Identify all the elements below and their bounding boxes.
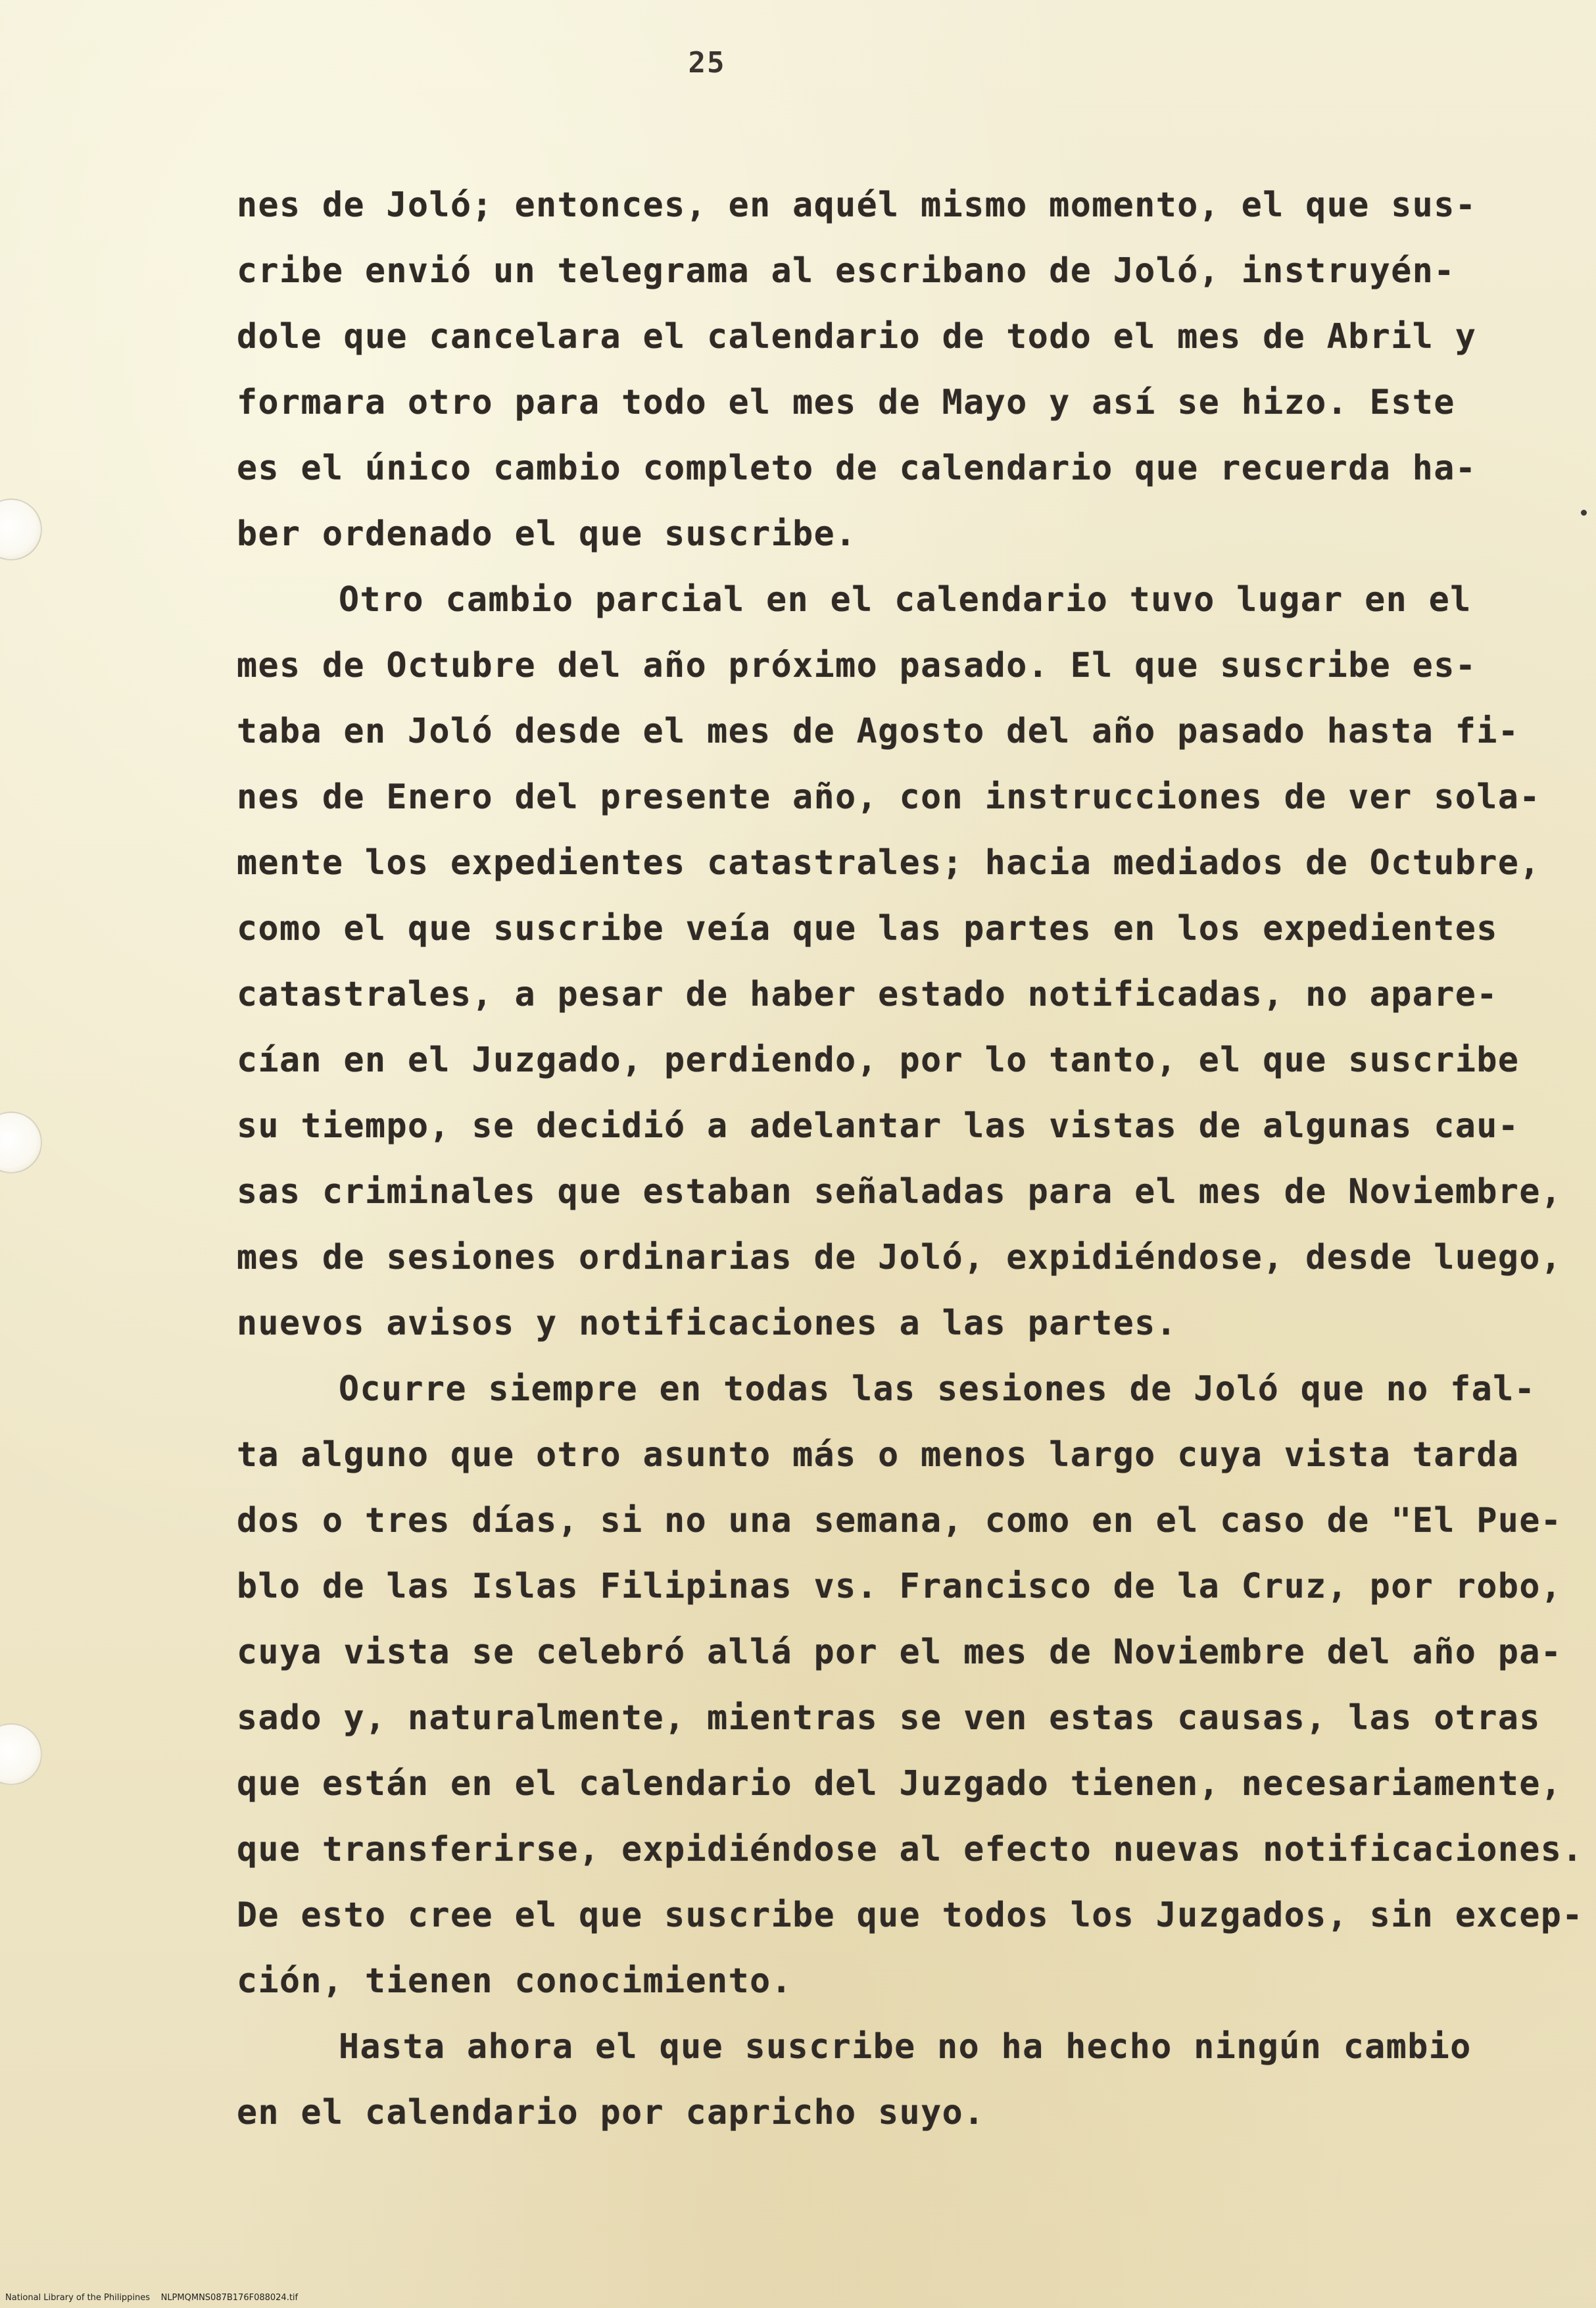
text-line: Hasta ahora el que suscribe no ha hecho ningún cambio [339,2027,1472,2067]
text-line: mes de sesiones ordinarias de Joló, expidiéndose, desde luego, [237,1238,1562,1277]
text-line: cribe envió un telegrama al escribano de Joló, instruyén- [237,251,1455,291]
text-line: catastrales, a pesar de haber estado notificadas, no apare- [237,975,1498,1014]
text-line: nes de Joló; entonces, en aquél mismo momento, el que sus- [237,185,1477,225]
text-line: ción, tienen conocimiento. [237,1961,793,2001]
text-line: blo de las Islas Filipinas vs. Francisco de la Cruz, por robo, [237,1567,1562,1606]
text-line: que están en el calendario del Juzgado tienen, necesariamente, [237,1764,1562,1804]
punch-hole [0,1112,42,1173]
text-line: Ocurre siempre en todas las sesiones de Joló que no fal- [339,1369,1536,1409]
typed-body [237,172,1584,2146]
text-line: mente los expedientes catastrales; hacia mediados de Octubre, [237,843,1541,883]
scan-footer [5,2293,298,2303]
text-line: nes de Enero del presente año, con instrucciones de ver sola- [237,777,1541,817]
edge-mark [1581,510,1587,516]
punch-hole [0,1723,42,1785]
text-line: sado y, naturalmente, mientras se ven estas causas, las otras [237,1698,1541,1738]
text-line: dos o tres días, si no una semana, como en el caso de "El Pue- [237,1501,1562,1540]
text-line: taba en Joló desde el mes de Agosto del año pasado hasta fi- [237,712,1520,751]
text-line: ta alguno que otro asunto más o menos largo cuya vista tarda [237,1435,1520,1475]
text-line: nuevos avisos y notificaciones a las partes. [237,1304,1178,1343]
punch-hole [0,499,42,560]
text-line: su tiempo, se decidió a adelantar las vistas de algunas cau- [237,1106,1520,1146]
text-line: sas criminales que estaban señaladas para el mes de Noviembre, [237,1172,1562,1212]
text-line: dole que cancelara el calendario de todo el mes de Abril y [237,317,1477,356]
text-line: que transferirse, expidiéndose al efecto nuevas notificaciones. [237,1830,1584,1869]
footer-file-id: NLPMQMNS087B176F088024.tif [160,2293,299,2303]
footer-source: National Library of the Philippines [5,2293,151,2303]
text-line: De esto cree el que suscribe que todos los Juzgados, sin excep- [237,1896,1584,1935]
text-line: mes de Octubre del año próximo pasado. El que suscribe es- [237,646,1477,685]
text-line: es el único cambio completo de calendario que recuerda ha- [237,449,1477,488]
text-line: formara otro para todo el mes de Mayo y así se hizo. Este [237,383,1455,422]
text-line: cuya vista se celebró allá por el mes de Noviembre del año pa- [237,1633,1562,1672]
text-line: como el que suscribe veía que las partes en los expedientes [237,909,1498,948]
text-line: ber ordenado el que suscribe. [237,514,857,554]
text-line: en el calendario por capricho suyo. [237,2093,985,2132]
text-line: Otro cambio parcial en el calendario tuvo lugar en el [339,580,1472,620]
text-line: cían en el Juzgado, perdiendo, por lo tanto, el que suscribe [237,1041,1520,1080]
page-number: 25 [688,46,726,80]
